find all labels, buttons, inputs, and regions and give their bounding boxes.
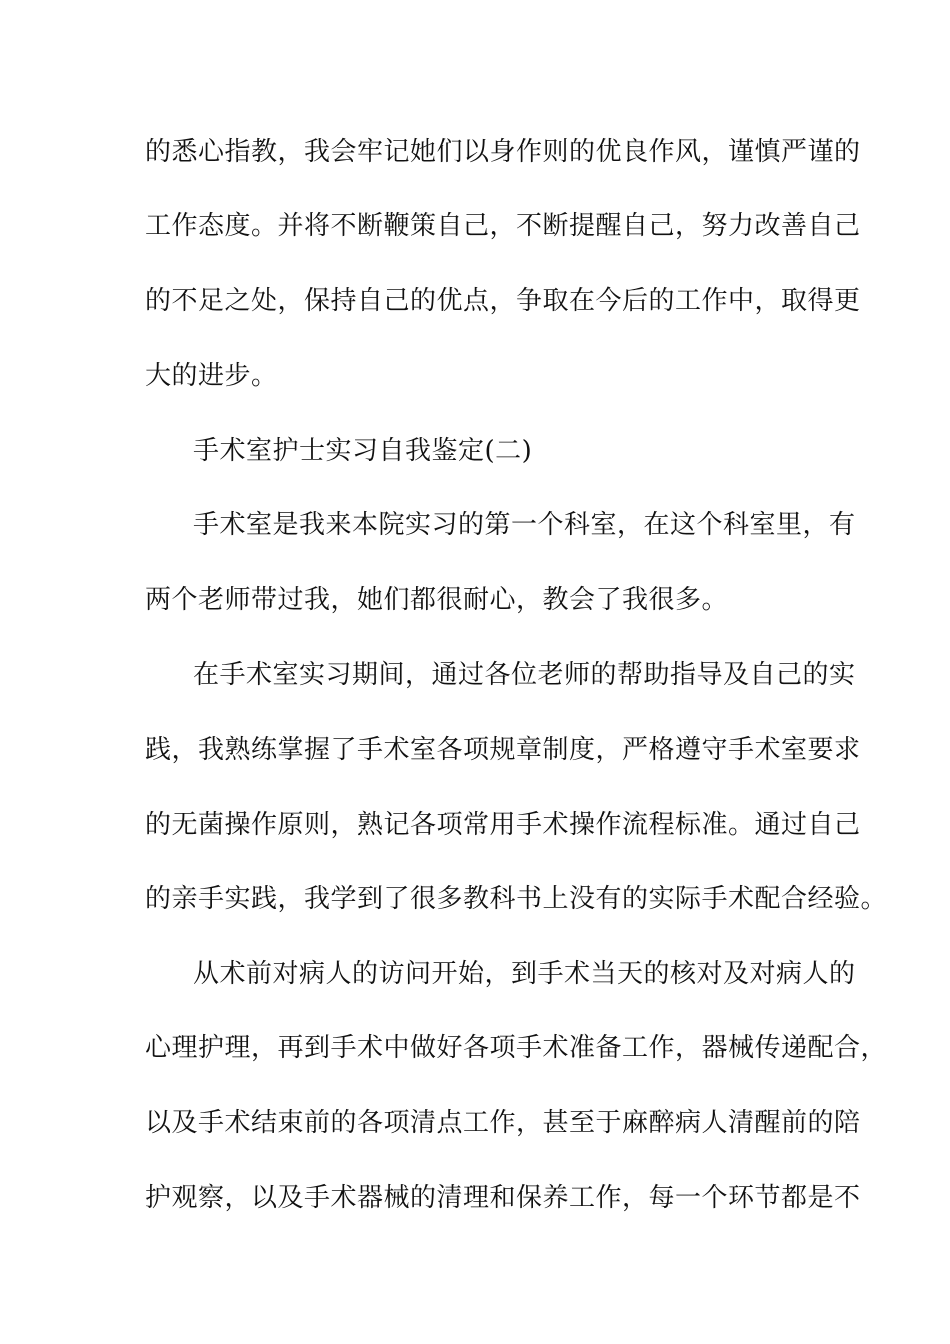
text-line: 心理护理，再到手术中做好各项手术准备工作，器械传递配合， <box>145 1033 888 1063</box>
text-line: 以及手术结束前的各项清点工作，甚至于麻醉病人清醒前的陪 <box>145 1108 861 1138</box>
text-line: 的不足之处，保持自己的优点，争取在今后的工作中，取得更 <box>145 286 861 316</box>
section-heading: 手术室护士实习自我鉴定(二) <box>193 436 533 466</box>
text-line: 工作态度。并将不断鞭策自己，不断提醒自己，努力改善自己 <box>145 211 861 241</box>
text-line: 的亲手实践，我学到了很多教科书上没有的实际手术配合经验。 <box>145 884 888 914</box>
text-line: 护观察，以及手术器械的清理和保养工作，每一个环节都是不 <box>145 1183 861 1213</box>
paragraph-first-line: 手术室是我来本院实习的第一个科室，在这个科室里，有 <box>193 510 856 540</box>
text-line: 的悉心指教，我会牢记她们以身作则的优良作风，谨慎严谨的 <box>145 137 861 167</box>
text-line: 的无菌操作原则，熟记各项常用手术操作流程标准。通过自己 <box>145 810 861 840</box>
text-line: 大的进步。 <box>145 361 278 391</box>
paragraph-first-line: 从术前对病人的访问开始，到手术当天的核对及对病人的 <box>193 959 856 989</box>
text-line: 践，我熟练掌握了手术室各项规章制度，严格遵守手术室要求 <box>145 735 861 765</box>
paragraph-first-line: 在手术室实习期间，通过各位老师的帮助指导及自己的实 <box>193 660 856 690</box>
text-line: 两个老师带过我，她们都很耐心，教会了我很多。 <box>145 585 729 615</box>
